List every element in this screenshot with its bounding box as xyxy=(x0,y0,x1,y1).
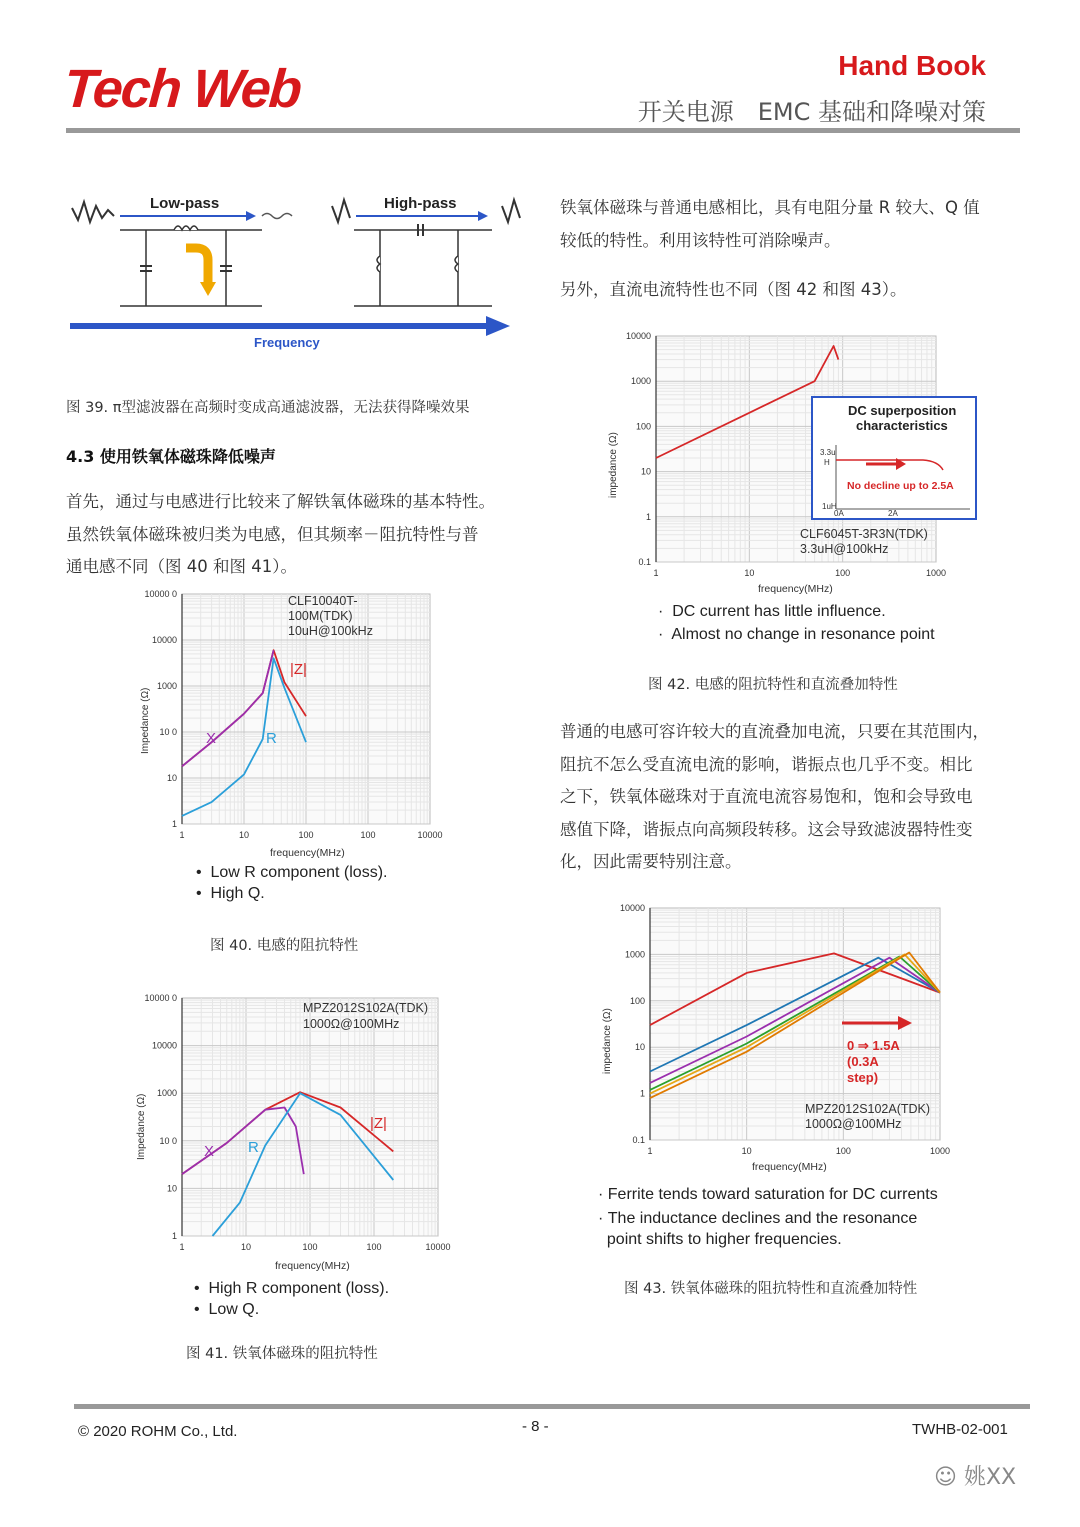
fig43-bullet2: · The inductance declines and the resonance point shifts to higher frequencies. xyxy=(598,1210,918,1248)
y-tick-label: 10 xyxy=(166,1183,177,1194)
fig39-frequency-label: Frequency xyxy=(254,335,320,350)
fig41-label-r: R xyxy=(248,1139,259,1156)
right-paragraph-3 xyxy=(560,716,1030,879)
right-para1-line2: 较低的特性。利用该特性可消除噪声。 xyxy=(560,230,841,250)
y-tick-label: 10000 xyxy=(151,1040,177,1051)
fig43-part-line1: MPZ2012S102A(TDK) xyxy=(805,1102,931,1116)
fig41-label-z: |Z| xyxy=(370,1115,387,1132)
fig43-caption: 图 43. 铁氧体磁珠的阻抗特性和直流叠加特性 xyxy=(624,1281,918,1297)
fig40-label-x: X xyxy=(206,730,217,747)
fig43-bullet1: · Ferrite tends toward saturation for DC currents xyxy=(598,1186,938,1203)
fig43-chart xyxy=(592,900,952,1176)
fig41-grid xyxy=(182,998,438,1236)
fig42-bullet2: · Almost no change in resonance point xyxy=(658,626,935,643)
fig43-ylabel: impedance (Ω) xyxy=(602,1008,613,1074)
fig42-inset-x1: 0A xyxy=(834,509,844,518)
y-tick-label: 10 0 xyxy=(159,727,177,737)
y-tick-label: 1000 xyxy=(156,681,177,691)
x-tick-label: 1000 xyxy=(925,568,947,578)
fig40-bullets xyxy=(196,862,387,904)
right-para1-line1: 铁氧体磁珠与普通电感相比，具有电阻分量 R 较大、Q 值 xyxy=(560,198,980,217)
footer-page-number: - 8 - xyxy=(522,1418,549,1435)
fig41-part-line2: 1000Ω@100MHz xyxy=(303,1017,400,1031)
fig41-bullet1: • High R component (loss). xyxy=(194,1280,390,1297)
fig40-chart xyxy=(130,586,460,861)
x-tick-label: 1 xyxy=(179,830,185,840)
x-tick-label: 1000 xyxy=(929,1146,951,1156)
fig43-arrow-label3: step) xyxy=(847,1070,879,1085)
fig40-part-line3: 10uH@100kHz xyxy=(288,624,373,638)
fig41-ylabel: Impedance (Ω) xyxy=(136,1093,147,1160)
y-tick-label: 10 0 xyxy=(159,1135,177,1146)
fig42-chart xyxy=(598,328,978,596)
footer-divider xyxy=(74,1404,1030,1409)
y-tick-label: 1000 xyxy=(624,949,645,960)
x-tick-label: 1 xyxy=(653,568,659,578)
handbook-title: Hand Book xyxy=(838,50,986,81)
y-tick-label: 10 xyxy=(640,466,651,477)
section-para1-line1: 首先，通过与电感进行比较来了解铁氧体磁珠的基本特性。 xyxy=(66,492,495,511)
section-para1-line3: 通电感不同（图 40 和图 41）。 xyxy=(66,557,297,576)
right-paragraph-1 xyxy=(560,192,1030,257)
fig43-arrow-label2: (0.3A xyxy=(847,1054,879,1069)
y-tick-label: 10000 0 xyxy=(144,993,177,1003)
handbook-subtitle: 开关电源 EMC 基础和降噪对策 xyxy=(637,98,986,126)
y-tick-label: 10000 xyxy=(619,903,645,913)
x-tick-label: 100 xyxy=(298,830,314,840)
x-tick-label: 100 xyxy=(835,1146,851,1156)
fig42-bullet1: · DC current has little influence. xyxy=(658,603,886,620)
y-tick-label: 1 xyxy=(171,819,177,829)
fig40-bullet1: • Low R component (loss). xyxy=(196,864,388,881)
fig41-caption: 图 41. 铁氧体磁珠的阻抗特性 xyxy=(186,1346,378,1362)
fig40-caption: 图 40. 电感的阻抗特性 xyxy=(210,938,359,954)
fig41-part-line1: MPZ2012S102A(TDK) xyxy=(303,1001,429,1015)
header-divider xyxy=(66,128,1020,133)
fig43-bullets xyxy=(598,1184,938,1250)
fig43-xlabel: frequency(MHz) xyxy=(752,1161,827,1173)
x-tick-label: 100 xyxy=(360,830,376,840)
y-tick-label: 0.1 xyxy=(632,1135,645,1145)
y-tick-label: 10000 xyxy=(625,331,651,341)
fig42-ylabel: impedance (Ω) xyxy=(608,432,619,498)
wechat-icon: ☺ xyxy=(934,1465,957,1490)
x-tick-label: 10 xyxy=(741,1146,752,1156)
y-tick-label: 100 xyxy=(629,995,645,1006)
x-tick-label: 10 xyxy=(744,568,755,578)
y-tick-label: 1000 xyxy=(630,376,651,387)
fig42-inset-x2: 2A xyxy=(888,509,898,518)
fig41-label-x: X xyxy=(204,1143,215,1160)
x-tick-label: 10 xyxy=(240,1242,252,1252)
y-tick-label: 10000 xyxy=(151,635,177,645)
fig40-xlabel: frequency(MHz) xyxy=(270,847,345,859)
fig41-bullet2: • Low Q. xyxy=(194,1301,260,1318)
fig42-xlabel: frequency(MHz) xyxy=(758,583,833,595)
right-para3-line3: 之下，铁氧体磁珠对于直流电流容易饱和，饱和会导致电 xyxy=(560,787,973,806)
fig39-lowpass-label: Low-pass xyxy=(150,195,220,212)
fig43-arrow-label1: 0 ⇒ 1.5A xyxy=(847,1038,900,1053)
y-tick-label: 10 xyxy=(634,1042,645,1053)
fig41-xlabel: frequency(MHz) xyxy=(275,1260,350,1272)
fig42-inset-note: No decline up to 2.5A xyxy=(847,480,954,492)
x-tick-label: 100 xyxy=(302,1242,318,1252)
fig40-part-line2: 100M(TDK) xyxy=(288,609,353,623)
fig42-bullets xyxy=(658,600,935,646)
y-tick-label: 0.1 xyxy=(638,557,651,567)
section-paragraph xyxy=(66,486,536,584)
fig39-diagram xyxy=(66,188,526,358)
fig42-caption: 图 42. 电感的阻抗特性和直流叠加特性 xyxy=(648,677,898,693)
watermark-text: 姚XX xyxy=(963,1465,1017,1490)
y-tick-label: 10 xyxy=(166,773,177,783)
fig40-bullet2: • High Q. xyxy=(196,885,265,902)
y-tick-label: 1000 xyxy=(156,1088,177,1099)
section-heading: 4.3 使用铁氧体磁珠降低噪声 xyxy=(66,447,276,466)
fig42-part-line1: CLF6045T-3R3N(TDK) xyxy=(800,527,928,541)
fig42-part-line2: 3.3uH@100kHz xyxy=(800,542,889,556)
fig42-inset-title2: characteristics xyxy=(856,418,948,433)
right-para3-line5: 化，因此需要特别注意。 xyxy=(560,852,742,871)
fig42-inset-y3: 1uH xyxy=(822,502,837,511)
fig39-caption: 图 39. π型滤波器在高频时变成高通滤波器，无法获得降噪效果 xyxy=(66,400,470,416)
fig39-highpass-label: High-pass xyxy=(384,195,457,212)
right-para3-line4: 感值下降，谐振点向高频段转移。这会导致滤波器特性变 xyxy=(560,819,973,839)
fig40-ylabel: Impedance (Ω) xyxy=(140,687,151,754)
y-tick-label: 100 xyxy=(635,421,651,432)
y-tick-label: 10000 0 xyxy=(144,589,177,599)
fig41-chart xyxy=(130,990,460,1275)
fig41-bullets xyxy=(194,1278,389,1320)
x-tick-label: 100 xyxy=(835,568,851,578)
fig42-inset-y2: H xyxy=(824,458,830,467)
right-paragraph-2: 另外，直流电流特性也不同（图 42 和图 43）。 xyxy=(560,280,907,299)
x-tick-label: 10000 xyxy=(425,1242,451,1252)
y-tick-label: 1 xyxy=(645,511,651,522)
x-tick-label: 1 xyxy=(647,1146,653,1156)
footer-doc-id: TWHB-02-001 xyxy=(912,1421,1008,1438)
right-para3-line2: 阻抗不怎么受直流电流的影响，谐振点也几乎不变。相比 xyxy=(560,754,973,774)
x-tick-label: 10000 xyxy=(417,830,443,840)
footer-copyright: © 2020 ROHM Co., Ltd. xyxy=(78,1423,238,1440)
x-tick-label: 10 xyxy=(238,830,250,840)
fig40-part-line1: CLF10040T- xyxy=(288,594,358,608)
fig43-part-line2: 1000Ω@100MHz xyxy=(805,1117,902,1131)
fig42-inset-title1: DC superposition xyxy=(848,403,957,418)
y-tick-label: 1 xyxy=(639,1088,645,1099)
right-para3-line1: 普通的电感可容许较大的直流叠加电流，只要在其范围内， xyxy=(560,722,989,741)
x-tick-label: 100 xyxy=(366,1242,382,1252)
section-para1-line2: 虽然铁氧体磁珠被归类为电感，但其频率－阻抗特性与普 xyxy=(66,524,479,544)
techweb-logo: Tech Web xyxy=(61,59,303,119)
fig42-inset-y1: 3.3u xyxy=(820,448,836,457)
y-tick-label: 1 xyxy=(171,1231,177,1241)
fig40-label-z: |Z| xyxy=(290,661,307,678)
fig40-label-r: R xyxy=(266,730,277,747)
x-tick-label: 1 xyxy=(179,1242,185,1252)
wechat-watermark xyxy=(934,1460,1016,1491)
